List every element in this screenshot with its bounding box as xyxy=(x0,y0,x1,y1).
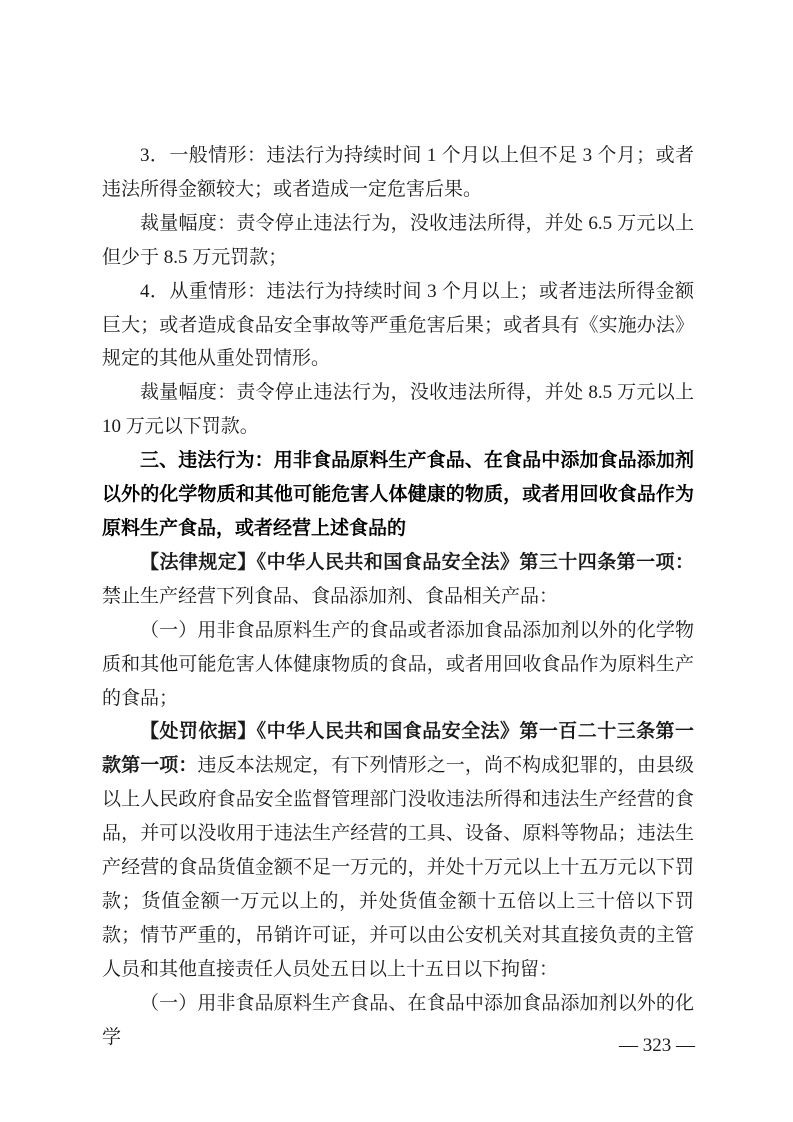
body-paragraph xyxy=(102,139,694,207)
text-segment: 裁量幅度：责令停止违法行为，没收违法所得，并处 8.5 万元以上 10 万元以下罚款。 xyxy=(102,382,694,438)
body-paragraph xyxy=(102,376,694,444)
body-paragraph xyxy=(102,546,694,614)
page-number: — 323 — xyxy=(619,1035,695,1056)
text-segment: 禁止生产经营下列食品、食品添加剂、食品相关产品： xyxy=(102,585,559,607)
text-segment: 裁量幅度：责令停止违法行为，没收违法所得，并处 6.5 万元以上但少于 8.5 万元罚款； xyxy=(102,212,694,268)
bold-text-segment: 【处罚依据】《中华人民共和国食品安全法》第一百二十三条第一款第一项： xyxy=(102,721,694,777)
body-paragraph xyxy=(102,715,694,986)
text-segment: 3．一般情形：违法行为持续时间 1 个月以上但不足 3 个月；或者违法所得金额较大；或者造成一定危害后果。 xyxy=(102,145,694,200)
body-paragraph xyxy=(102,987,694,1055)
bold-text-segment: 【法律规定】《中华人民共和国食品安全法》第三十四条第一项： xyxy=(140,551,694,573)
body-paragraph xyxy=(102,275,694,377)
body-paragraph xyxy=(102,207,694,275)
bold-text-segment: 三、违法行为：用非食品原料生产食品、在食品中添加食品添加剂以外的化学物质和其他可能危害人体健康的物质，或者用回收食品作为原料生产食品，或者经营上述食品的 xyxy=(102,450,694,539)
body-paragraph xyxy=(102,614,694,716)
text-segment: （一）用非食品原料生产的食品或者添加食品添加剂以外的化学物质和其他可能危害人体健康物质的食品，或者用回收食品作为原料生产的食品； xyxy=(102,619,694,709)
text-segment: （一）用非食品原料生产食品、在食品中添加食品添加剂以外的化学 xyxy=(102,992,694,1048)
document-text-block xyxy=(102,139,694,1054)
text-segment: 违反本法规定，有下列情形之一，尚不构成犯罪的，由县级以上人民政府食品安全监督管理部门没收违法所得和违法生产经营的食品，并可以没收用于违法生产经营的工具、设备、原料等物品；违法生产经营的食品货值金额不足一万元的，并处十万元以上十五万元以下罚款；货值金额一万元以上的，并处货值金额十五倍以上三十倍以下罚款；情节严重的，吊销许可证，并可以由公安机关对其直接负责的主管人员和其他直接责任人员处五日以上十五日以下拘留： xyxy=(102,755,694,980)
text-segment: 4．从重情形：违法行为持续时间 3 个月以上；或者违法所得金额巨大；或者造成食品安全事故等严重危害后果；或者具有《实施办法》规定的其他从重处罚情形。 xyxy=(102,280,694,370)
section-heading xyxy=(102,444,694,546)
